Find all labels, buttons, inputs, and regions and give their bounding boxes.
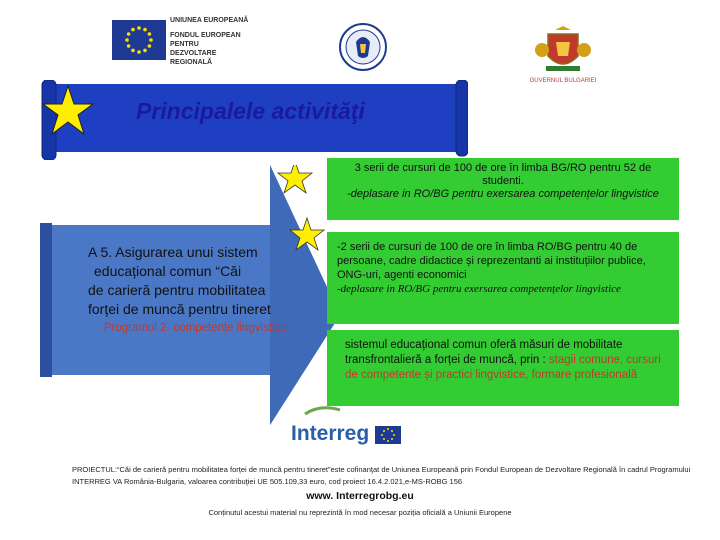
disclaimer: Conținutul acestui material nu reprezintă în mod necesar poziția oficială a Uniunii Europene — [208, 508, 512, 517]
interreg-label: Interreg — [291, 422, 370, 445]
activity-box-mobility: sistemul educațional comun oferă măsuri de mobilitate transfrontalieră a forței de muncă, prin : stagii comune, cursuri de competente și practici lingvistice, formare profesională — [327, 330, 679, 406]
eu-logo-text: UNIUNEA EUROPEANĂ FONDUL EUROPEAN PENTRU DEZVOLTARE REGIONALĂ — [170, 17, 249, 66]
interreg-logo — [285, 400, 405, 456]
activity-box-students: 3 serii de cursuri de 100 de ore în limba BG/RO pentru 52 de studenti. -deplasare in RO/BG pentru exersarea competențelor lingvistice — [327, 158, 679, 220]
project-statement: PROIECTUL:“Căi de carieră pentru mobilitatea forței de muncă pentru tineret”este cofinanţat de Uniunea Europeană prin Fondul European de Dezvoltare Regională în cadrul Programului INTERREG VA România-Bulgaria, valoarea contribuţiei UE 505.109,33 euro, cod proiect 16.4.2.021,e-MS-ROBG 156 — [72, 465, 691, 486]
activity-box-adults: -2 serii de cursuri de 100 de ore în limba RO/BG pentru 40 de persoane, cadre didactice și reprezentanti ai instituțiilor publice, ONG-uri, agenti economici -deplasare in RO/BG pentru exersarea competențelor lingvistice — [327, 232, 679, 324]
website-link[interactable]: www. Interregrobg.eu — [306, 490, 414, 502]
activity-title: A 5. Asigurarea unui sistem educațional comun “Căi de carieră pentru mobilitatea forței de muncă pentru tineret — [88, 244, 271, 317]
activity-subtitle: -Programul 2- competențe lingvistice — [100, 322, 287, 334]
star-icon — [278, 165, 312, 193]
page-title: Principalele activităţi — [136, 98, 365, 124]
title-banner — [38, 80, 468, 160]
romania-government-logo — [338, 22, 388, 72]
bulgaria-government-logo — [528, 26, 598, 86]
bulgaria-government-caption: GUVERNUL BULGARIEI — [529, 78, 597, 84]
eu-flag-icon — [112, 20, 166, 60]
eu-logo — [108, 0, 258, 78]
